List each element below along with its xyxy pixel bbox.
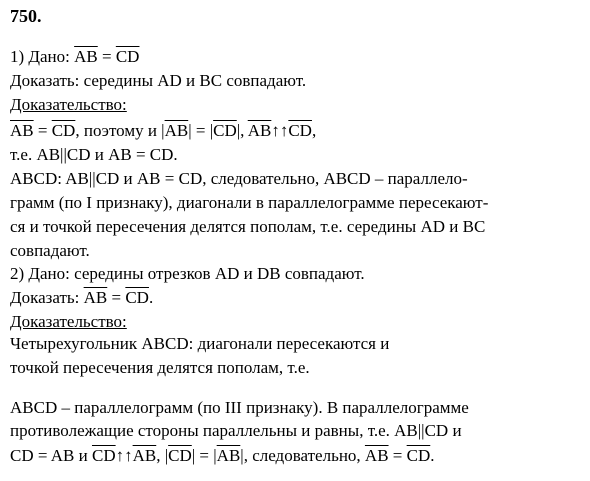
- proof-1-line-9: совпадают.: [10, 241, 90, 260]
- vector-ab: $\overline{AB}$: [74, 47, 98, 66]
- proof-heading-2: Доказательство:: [10, 312, 127, 331]
- equals: =: [37, 121, 48, 140]
- prove-2-prefix: Доказать:: [10, 288, 80, 307]
- vector-ab: $\overline{AB}$: [132, 446, 157, 465]
- proof-heading-1: Доказательство:: [10, 95, 127, 114]
- vector-cd: $\overline{CD}$: [168, 446, 192, 465]
- given-1-prefix: 1) Дано:: [10, 47, 70, 66]
- vector-ab: $\overline{AB}$: [10, 121, 34, 140]
- vector-cd: $\overline{CD}$: [406, 446, 431, 465]
- proof-1-line-5: т.е. AB||CD и AB = CD.: [10, 145, 178, 164]
- proof-1-line-7: грамм (по I признаку), диагонали в параллелограмме пересекают-: [10, 193, 489, 212]
- given-1: [10, 47, 139, 67]
- proof-1-line-6: ABCD: AB||CD и AB = CD, следовательно, ABCD – параллело-: [10, 169, 468, 188]
- text-abs-sep: | = |: [188, 121, 214, 140]
- prove-1: Доказать: середины AD и BC совпадают.: [10, 71, 307, 90]
- vector-ab: $\overline{AB}$: [364, 446, 389, 465]
- text-comma: ,: [311, 121, 317, 140]
- text-abs-sep: | = |: [191, 446, 217, 465]
- prove-2: [10, 288, 153, 308]
- given-2: 2) Дано: середины отрезков AD и DB совпадают.: [10, 264, 365, 283]
- vector-cd: $\overline{CD}$: [115, 47, 140, 66]
- vector-cd: $\overline{CD}$: [125, 288, 149, 307]
- proof-2-line-16: противолежащие стороны параллельны и равны, т.е. AB||CD и: [10, 421, 462, 440]
- proof-2-line-13: Четырехугольник ABCD: диагонали пересекаются и: [10, 334, 390, 353]
- problem-number: 750.: [10, 6, 42, 26]
- vector-cd: $\overline{CD}$: [91, 446, 116, 465]
- line-17-prefix: CD = AB и: [10, 446, 88, 465]
- vector-ab: $\overline{AB}$: [216, 446, 241, 465]
- proof-1-line-vectors: [10, 121, 316, 141]
- text-abs-close: |,: [236, 121, 245, 140]
- vector-ab: $\overline{AB}$: [164, 121, 189, 140]
- proof-2-line-15: ABCD – параллелограмм (по III признаку). В параллелограмме: [10, 398, 469, 417]
- vector-ab: $\overline{AB}$: [83, 288, 108, 307]
- text-period: .: [430, 446, 435, 465]
- text-abs-open: , |: [156, 446, 169, 465]
- text-period: .: [148, 288, 154, 307]
- vector-cd: $\overline{CD}$: [51, 121, 76, 140]
- proof-1-line-8: ся и точкой пересечения делятся пополам, т.е. середины AD и BC: [10, 217, 486, 236]
- vector-ab: $\overline{AB}$: [247, 121, 272, 140]
- text-therefore: , поэтому и |: [75, 121, 165, 140]
- equals: =: [102, 47, 112, 66]
- vector-cd: $\overline{CD}$: [213, 121, 237, 140]
- equals: =: [111, 288, 122, 307]
- proof-2-line-14: точкой пересечения делятся пополам, т.е.: [10, 358, 310, 377]
- codirectional-arrows-icon: ↑↑: [115, 446, 133, 465]
- vector-cd: $\overline{CD}$: [288, 121, 312, 140]
- codirectional-arrows-icon: ↑↑: [271, 121, 289, 140]
- text-consequently: |, следовательно,: [240, 446, 361, 465]
- proof-2-line-17: [10, 446, 435, 466]
- equals: =: [392, 446, 403, 465]
